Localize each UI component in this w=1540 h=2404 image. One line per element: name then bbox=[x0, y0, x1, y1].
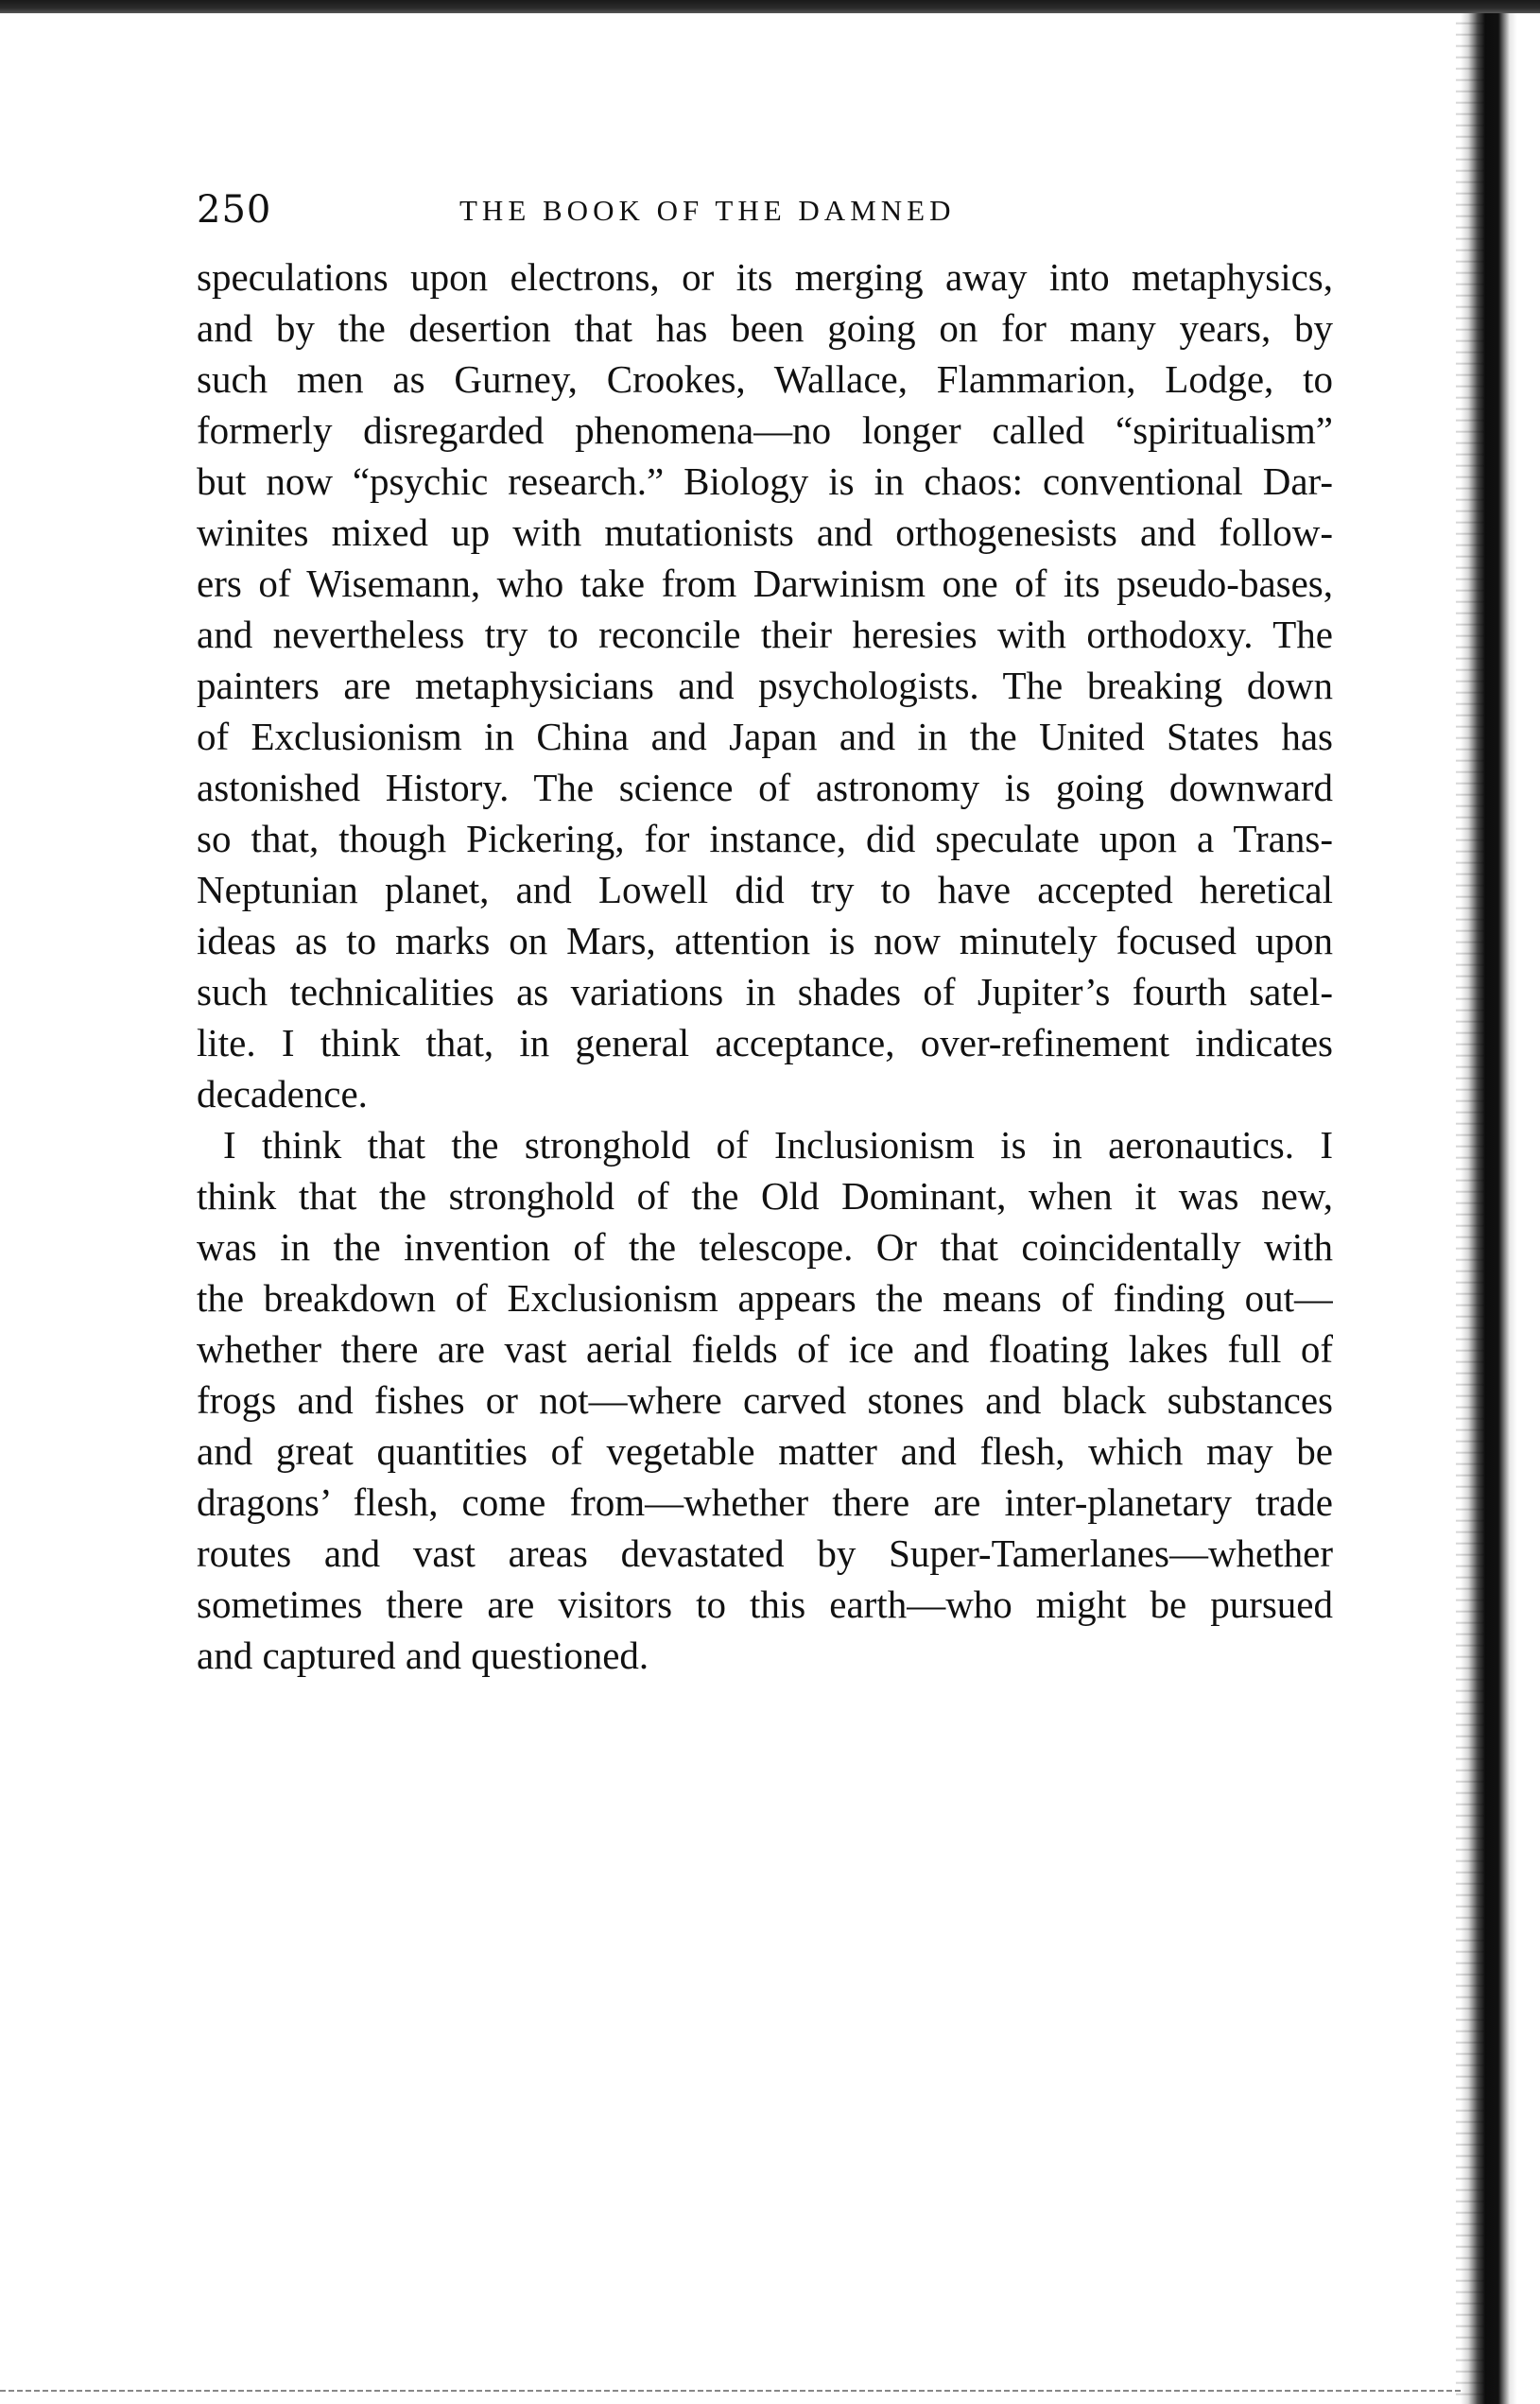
text-line: speculations upon electrons, or its merging away into metaphysics, bbox=[197, 255, 1333, 299]
text-line: astonished History. The science of astronomy is going downward bbox=[197, 766, 1333, 809]
text-line: and by the desertion that has been going on for many years, by bbox=[197, 306, 1333, 350]
book-title-header: THE BOOK OF THE DAMNED bbox=[459, 194, 956, 227]
text-line: so that, though Pickering, for instance, did speculate upon a Trans- bbox=[197, 817, 1333, 860]
paragraph-1 bbox=[197, 251, 1333, 1119]
text-line: of Exclusionism in China and Japan and in the United States has bbox=[197, 715, 1333, 758]
text-line: and great quantities of vegetable matter and flesh, which may be bbox=[197, 1429, 1333, 1473]
text-line: decadence. bbox=[197, 1072, 368, 1116]
body-text bbox=[197, 251, 1333, 1681]
text-line: frogs and fishes or not—where carved stones and black substances bbox=[197, 1378, 1333, 1422]
text-line: and captured and questioned. bbox=[197, 1634, 649, 1677]
binding-gutter-texture bbox=[1456, 13, 1484, 2404]
running-head bbox=[197, 185, 1331, 242]
scan-top-border bbox=[0, 0, 1540, 13]
text-line: whether there are vast aerial fields of ice and floating lakes full of bbox=[197, 1327, 1333, 1371]
paragraph-2 bbox=[197, 1119, 1333, 1681]
text-line: such men as Gurney, Crookes, Wallace, Flammarion, Lodge, to bbox=[197, 357, 1333, 401]
text-line: dragons’ flesh, come from—whether there are inter-planetary trade bbox=[197, 1480, 1333, 1524]
text-line: formerly disregarded phenomena—no longer called “spiritualism” bbox=[197, 408, 1333, 452]
text-line: think that the stronghold of the Old Dominant, when it was new, bbox=[197, 1174, 1333, 1218]
text-line: was in the invention of the telescope. Or that coincidentally with bbox=[197, 1225, 1333, 1269]
text-line: lite. I think that, in general acceptance, over-refinement indicates bbox=[197, 1021, 1333, 1064]
text-line: the breakdown of Exclusionism appears the means of finding out— bbox=[197, 1276, 1333, 1320]
text-line: and nevertheless try to reconcile their heresies with orthodoxy. The bbox=[197, 613, 1333, 656]
page-number: 250 bbox=[197, 188, 272, 232]
text-line: I think that the stronghold of Inclusionism is in aeronautics. I bbox=[223, 1123, 1333, 1167]
scan-bottom-line bbox=[0, 2390, 1461, 2392]
text-line: Neptunian planet, and Lowell did try to have accepted heretical bbox=[197, 868, 1333, 911]
text-line: ideas as to marks on Mars, attention is now minutely focused upon bbox=[197, 919, 1333, 962]
text-line: routes and vast areas devastated by Super-Tamerlanes—whether bbox=[197, 1531, 1333, 1575]
text-line: such technicalities as variations in shades of Jupiter’s fourth satel- bbox=[197, 970, 1333, 1013]
text-line: ers of Wisemann, who take from Darwinism one of its pseudo-bases, bbox=[197, 562, 1333, 605]
text-line: winites mixed up with mutationists and orthogenesists and follow- bbox=[197, 510, 1333, 554]
text-line: sometimes there are visitors to this earth—who might be pursued bbox=[197, 1582, 1333, 1626]
text-line: painters are metaphysicians and psychologists. The breaking down bbox=[197, 664, 1333, 707]
text-line: but now “psychic research.” Biology is in chaos: conventional Dar- bbox=[197, 459, 1333, 503]
